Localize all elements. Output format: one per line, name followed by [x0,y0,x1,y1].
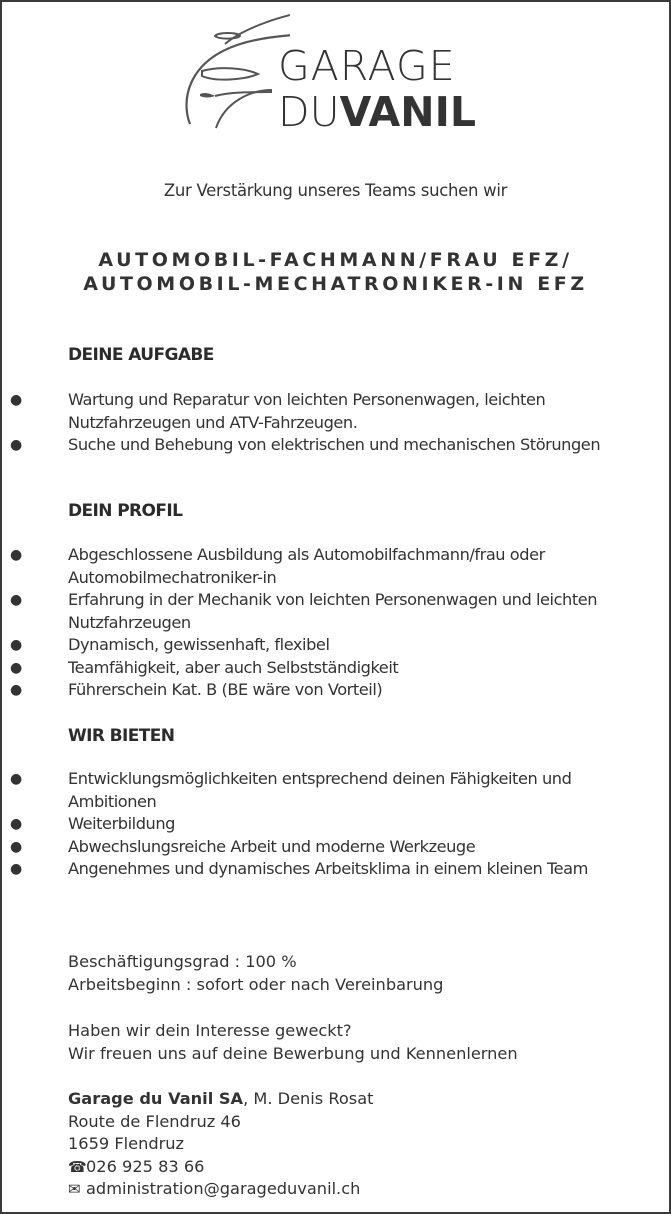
section-heading-bieten: WIR BIETEN [68,726,175,746]
list-item-text: Teamfähigkeit, aber auch Selbstständigkeit [68,657,399,677]
list-item [0,813,660,836]
contact-person: , M. Denis Rosat [243,1089,374,1108]
bullet-icon: ● [10,659,22,676]
street-address: Route de Flendruz 46 [68,1111,241,1131]
list-item [0,389,660,434]
closing-text [68,1020,518,1065]
list-item [0,768,660,813]
list-item-text: Führerschein Kat. B (BE wäre von Vorteil) [68,680,383,699]
list-item-text: Entwicklungsmöglichkeiten entsprechend deinen Fähigkeiten und Ambitionen [68,769,572,811]
list-item-text: Abgeschlossene Ausbildung als Automobilfachmann/frau oder Automobilmechatroniker-in [68,545,545,587]
list-item-text: Angenehmes und dynamisches Arbeitsklima in einem kleinen Team [68,859,588,878]
email-row[interactable] [68,1178,374,1201]
section-heading-profil: DEIN PROFIL [68,501,183,521]
intro-text: Zur Verstärkung unseres Teams suchen wir [163,181,508,200]
bullet-icon: ● [10,771,22,787]
email-link[interactable]: administration@garageduvanil.ch [86,1179,361,1198]
employment-rate: Beschäftigungsgrad : 100 % [68,952,297,971]
employment-details [68,951,443,996]
logo-text-vanil: VANIL [339,88,476,136]
job-title [0,248,671,296]
list-item [0,657,660,680]
list-item-text: Abwechslungsreiche Arbeit und moderne Werkzeuge [68,836,476,856]
job-title-line1: AUTOMOBIL-FACHMANN/FRAU EFZ/ [98,249,573,271]
bullet-icon: ● [10,816,22,832]
phone-row[interactable] [68,1156,374,1179]
list-item [0,589,660,634]
list-item [0,858,660,881]
logo-text-du: DU [278,88,340,136]
bullet-icon: ● [10,637,22,653]
list-item-text: Dynamisch, gewissenhaft, flexibel [68,635,330,654]
bullet-icon: ● [10,437,22,453]
car-silhouette-icon [180,6,290,130]
phone-number[interactable]: 026 925 83 66 [86,1156,205,1176]
list-item [0,544,660,589]
bullet-icon: ● [10,547,22,563]
bullet-icon: ● [10,682,22,698]
bullet-icon: ● [10,592,22,608]
bullet-icon: ● [10,392,22,408]
bullet-icon: ● [10,838,22,855]
logo-text-duvanil [278,88,476,136]
envelope-icon: ✉ [68,1180,81,1198]
city: 1659 Flendruz [68,1134,185,1153]
logo-text-garage: GARAGE [278,42,456,90]
closing-line1: Haben wir dein Interesse geweckt? [68,1021,352,1040]
list-item [0,434,660,457]
list-bieten [0,768,660,881]
company-logo [180,6,480,136]
bullet-icon: ● [10,861,22,877]
job-title-line2: AUTOMOBIL-MECHATRONIKER-IN EFZ [83,273,588,295]
list-item [0,836,660,859]
section-heading-aufgabe: DEINE AUFGABE [68,345,214,365]
phone-icon: ☎ [68,1157,87,1176]
list-item [0,679,660,702]
contact-block [68,1088,374,1201]
list-item-text: Erfahrung in der Mechanik von leichten Personenwagen und leichten Nutzfahrzeugen [68,590,598,632]
list-aufgabe [0,389,660,457]
company-name: Garage du Vanil SA [68,1089,244,1108]
contact-name [68,1088,374,1111]
list-profil [0,544,660,702]
list-item [0,634,660,657]
list-item-text: Weiterbildung [68,814,175,833]
list-item-text: Suche und Behebung von elektrischen und mechanischen Störungen [68,435,601,454]
closing-line2: Wir freuen uns auf deine Bewerbung und Kennenlernen [68,1043,518,1063]
list-item-text: Wartung und Reparatur von leichten Personenwagen, leichten Nutzfahrzeugen und ATV-Fahrzeugen. [68,390,546,432]
start-date: Arbeitsbeginn : sofort oder nach Vereinbarung [68,974,444,994]
